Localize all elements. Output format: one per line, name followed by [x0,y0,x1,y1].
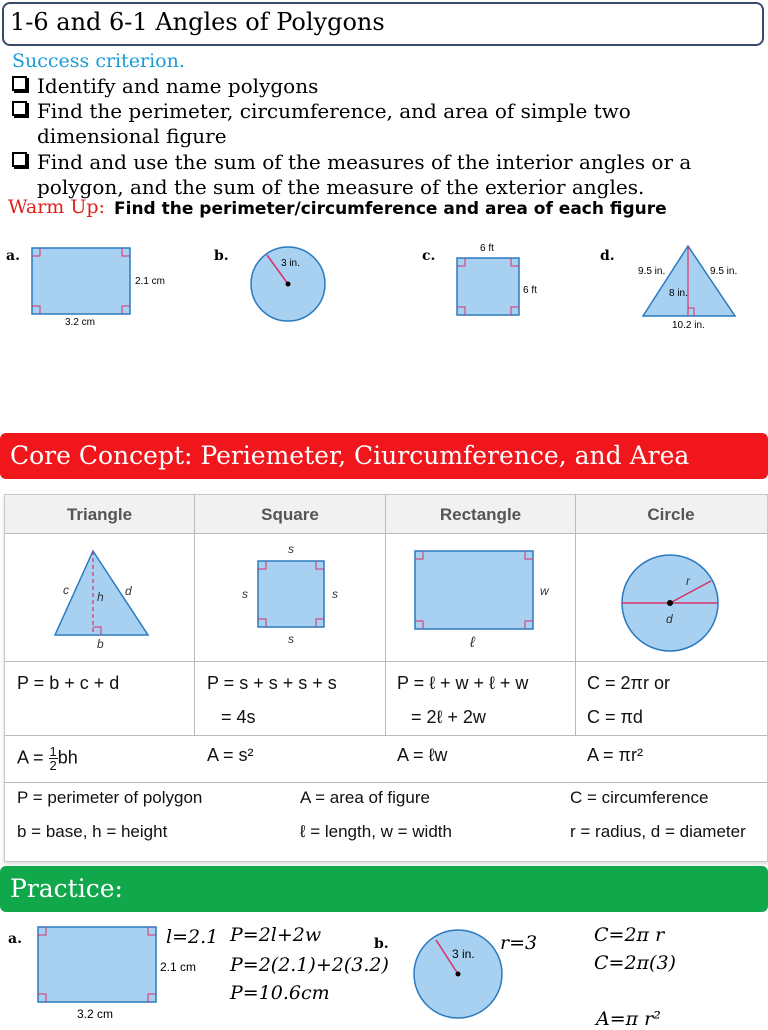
concept-square [258,561,324,627]
practice-b-label: b. [374,936,389,952]
svg-text:r: r [686,574,690,588]
success-item: Find and use the sum of the measures of the interior angles or a polygon, and the sum of the measure of the exterior angles. [12,150,757,200]
fig-d-right: 9.5 in. [710,266,738,277]
practice-work: P=2l+2w [230,924,322,946]
practice-banner: Practice: [0,866,768,912]
fig-c-side: 6 ft [523,285,537,296]
header-rectangle: Rectangle [439,505,522,524]
svg-text:h: h [97,590,104,604]
practice-work: r=3 [500,932,538,954]
concept-diagrams [5,533,767,661]
fig-c-square [457,258,519,315]
svg-text:s: s [288,632,294,646]
legend-item: A = area of figure [300,788,430,807]
warmup-label: Warm Up: [8,196,105,218]
checkbox-icon [12,76,27,91]
core-concept-banner: Core Concept: Periemeter, Ciurcumference, and Area [0,433,768,479]
fig-d-base: 10.2 in. [672,320,705,331]
practice-a-rectangle [38,927,156,1002]
fig-b-radius: 3 in. [281,258,300,269]
svg-text:s: s [242,587,248,601]
perimeter-rect-2: = 2ℓ + 2w [411,707,486,727]
fig-d-left: 9.5 in. [638,266,666,277]
svg-text:s: s [288,542,294,556]
practice-work: C=2π(3) [594,952,676,974]
warmup-question: Find the perimeter/circumference and area of each figure [114,199,667,219]
fig-a-width: 3.2 cm [65,317,96,328]
svg-text:3.2 cm: 3.2 cm [77,1007,114,1021]
legend-item: P = perimeter of polygon [17,788,203,807]
concept-rectangle [415,551,533,629]
practice-work: l=2.1 [166,926,219,948]
svg-text:s: s [332,587,338,601]
practice-a-label: a. [8,931,22,947]
perimeter-square-1: P = s + s + s + s [207,673,337,693]
core-concept-table [4,494,768,862]
area-square: A = s² [207,745,254,765]
header-circle: Circle [647,505,695,524]
success-item: Find the perimeter, circumference, and area of simple two dimensional figure [12,99,757,149]
practice-work: C=2π r [594,924,665,946]
checkbox-icon [12,101,27,116]
fig-c-top: 6 ft [480,243,494,254]
fig-d-height: 8 in. [669,288,688,299]
legend-item: C = circumference [570,788,709,807]
area-circle: A = πr² [587,745,643,765]
header-square: Square [261,505,319,524]
circumference-2: C = πd [587,707,643,727]
svg-text:d: d [125,584,132,598]
legend-item: b = base, h = height [17,822,168,841]
fig-a-height: 2.1 cm [135,276,166,287]
perimeter-square-2: = 4s [221,707,256,727]
svg-text:d: d [666,612,673,626]
practice-work: P=2(2.1)+2(3.2) [230,954,389,976]
fig-a-label: a. [6,248,20,264]
success-heading: Success criterion. [12,50,185,72]
practice-work: A=π r² [596,1008,661,1030]
svg-text:b: b [97,637,104,651]
svg-text:w: w [540,584,549,598]
circumference-1: C = 2πr or [587,673,670,693]
svg-text:3 in.: 3 in. [452,947,475,961]
area-triangle: A = $\frac{1}{2}$ bh [17,744,78,773]
svg-text:ℓ: ℓ [470,634,475,651]
svg-text:2.1 cm: 2.1 cm [160,960,197,974]
fig-a-rectangle [32,248,130,314]
page-title: 1-6 and 6-1 Angles of Polygons [10,8,385,36]
success-item: Identify and name polygons [12,74,757,99]
legend-item: ℓ = length, w = width [300,822,452,841]
fig-d-label: d. [600,248,615,264]
legend-item: r = radius, d = diameter [570,822,746,841]
fig-b-label: b. [214,248,229,264]
warmup-figures [0,236,768,346]
checkbox-icon [12,152,27,167]
svg-text:c: c [63,583,69,597]
fig-d-triangle [643,246,738,316]
perimeter-triangle: P = b + c + d [17,673,120,693]
fig-c-label: c. [422,248,436,264]
perimeter-rect-1: P = ℓ + w + ℓ + w [397,673,529,693]
practice-work: P=10.6cm [230,982,330,1004]
area-rect: A = ℓw [397,745,448,765]
header-triangle: Triangle [66,505,133,524]
